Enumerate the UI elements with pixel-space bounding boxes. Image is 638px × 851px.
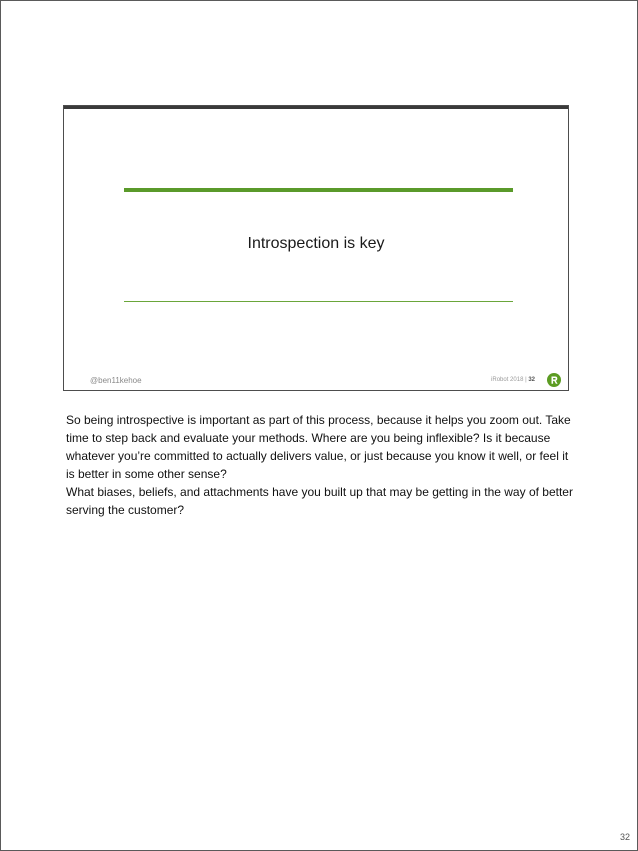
slide-top-border bbox=[64, 106, 568, 109]
notes-paragraph: So being introspective is important as part of this process, because it helps you zoom out. Take time to step back and evaluate your methods. Where are you being inflexible? Is it because whatever you’re committed to actually delivers value, or just because you know it well, or feel it is better in some other sense? bbox=[66, 413, 571, 481]
speaker-notes bbox=[66, 411, 576, 519]
slide-footer-info bbox=[491, 377, 535, 383]
slide-thumbnail bbox=[63, 105, 569, 391]
title-rule-top bbox=[124, 188, 513, 192]
slide-title: Introspection is key bbox=[247, 235, 385, 252]
twitter-handle: @ben11kehoe bbox=[90, 376, 142, 385]
slide-footer-number: 32 bbox=[528, 377, 535, 383]
notes-paragraph: What biases, beliefs, and attachments have you built up that may be getting in the way of better serving the customer? bbox=[66, 485, 573, 517]
page-number: 32 bbox=[619, 832, 630, 842]
slide-footer-company: iRobot 2018 | bbox=[491, 377, 529, 383]
irobot-logo-icon bbox=[547, 373, 561, 387]
title-rule-bottom bbox=[124, 301, 513, 302]
